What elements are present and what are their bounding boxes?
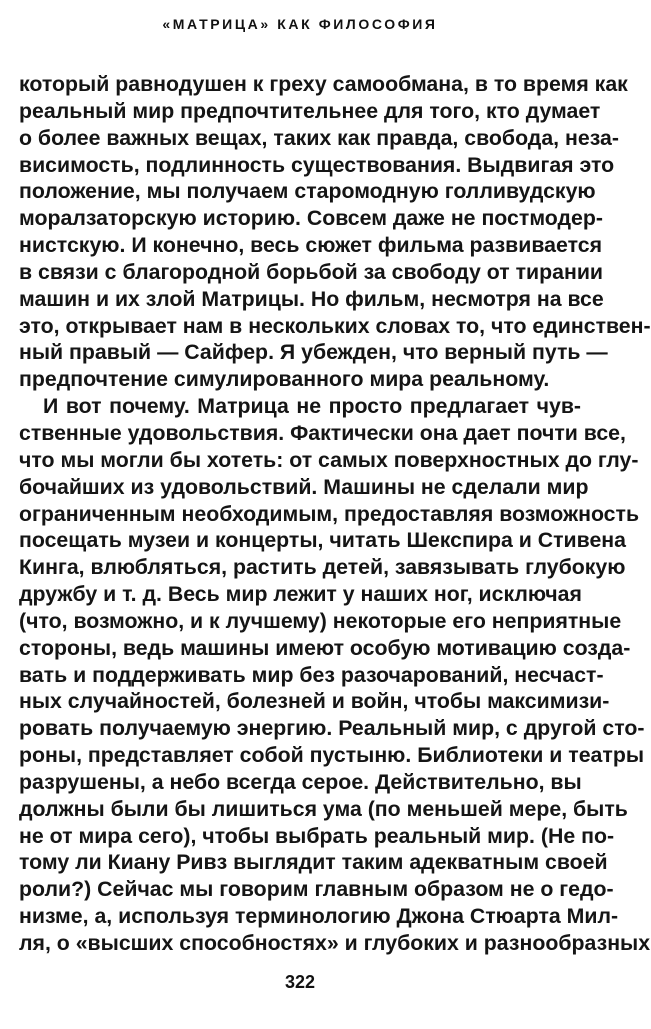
text-line: что мы могли бы хотеть: от самых поверхностных до глу- (19, 447, 639, 472)
text-line: ограниченным необходимым, предоставляя возможность (19, 501, 640, 526)
text-line: посещать музеи и концерты, читать Шекспира и Стивена (19, 528, 627, 553)
text-line: ных случайностей, болезней и войн, чтобы максимизи- (19, 689, 610, 714)
text-line: ственные удовольствия. Фактически она дает почти все, (19, 420, 626, 445)
paragraph-end-line: предпочтение симулированного мира реальному. (19, 367, 550, 392)
text-line: должны были бы лишиться ума (по меньшей мере, быть (19, 796, 628, 821)
text-line: положение, мы получаем старомодную голливудскую (19, 179, 596, 204)
text-line: о более важных вещах, таких как правда, свобода, неза- (19, 125, 619, 150)
text-line: машин и их злой Матрицы. Но фильм, несмотря на все (19, 286, 604, 311)
text-line: тому ли Киану Ривз выглядит таким адекватным своей (19, 850, 608, 875)
running-head: «МАТРИЦА» КАК ФИЛОСОФИЯ (162, 16, 438, 32)
text-line: Кинга, влюбляться, растить детей, завязывать глубокую (19, 555, 626, 580)
text-line: дружбу и т. д. Весь мир лежит у наших ног, исключая (19, 582, 582, 607)
text-line: вать и поддерживать мир без разочарований, несчаст- (19, 662, 604, 687)
paragraph-start-line: И вот почему. Матрица не просто предлагает чув- (43, 394, 581, 419)
page-number: 322 (284, 972, 316, 992)
text-line: бочайших из удовольствий. Машины не сделали мир (19, 474, 589, 499)
text-line: (что, возможно, и к лучшему) некоторые его неприятные (19, 608, 622, 633)
text-line: ный правый — Сайфер. Я убежден, что верный путь — (19, 340, 608, 365)
text-line: роны, представляет собой пустыню. Библиотеки и театры (19, 743, 645, 768)
text-line: роли?) Сейчас мы говорим главным образом не о гедо- (19, 877, 614, 902)
text-line: не от мира сего), чтобы выбрать реальный мир. (Не по- (19, 823, 615, 848)
text-line: стороны, ведь машины имеют особую мотивацию созда- (19, 635, 631, 660)
text-line: в связи с благородной борьбой за свободу от тирании (19, 259, 604, 284)
text-line: который равнодушен к греху самообмана, в то время как (19, 72, 628, 96)
text-line: моралзаторскую историю. Совсем даже не постмодер- (19, 206, 603, 231)
text-line: реальный мир предпочтительнее для того, кто думает (19, 98, 601, 123)
text-line: это, открывает нам в нескольких словах то, что единствен- (19, 313, 651, 338)
text-line: ровать получаемую энергию. Реальный мир, с другой сто- (19, 716, 645, 741)
text-line: низме, а, используя терминологию Джона Стюарта Мил- (19, 904, 619, 929)
text-line: нистскую. И конечно, весь сюжет фильма развивается (19, 233, 602, 258)
text-line: висимость, подлинность существования. Выдвигая это (19, 152, 615, 177)
text-line: разрушены, а небо всегда серое. Действительно, вы (19, 769, 582, 794)
text-line: ля, о «высших способностях» и глубоких и разнообразных (19, 931, 651, 955)
body-text (19, 71, 651, 957)
